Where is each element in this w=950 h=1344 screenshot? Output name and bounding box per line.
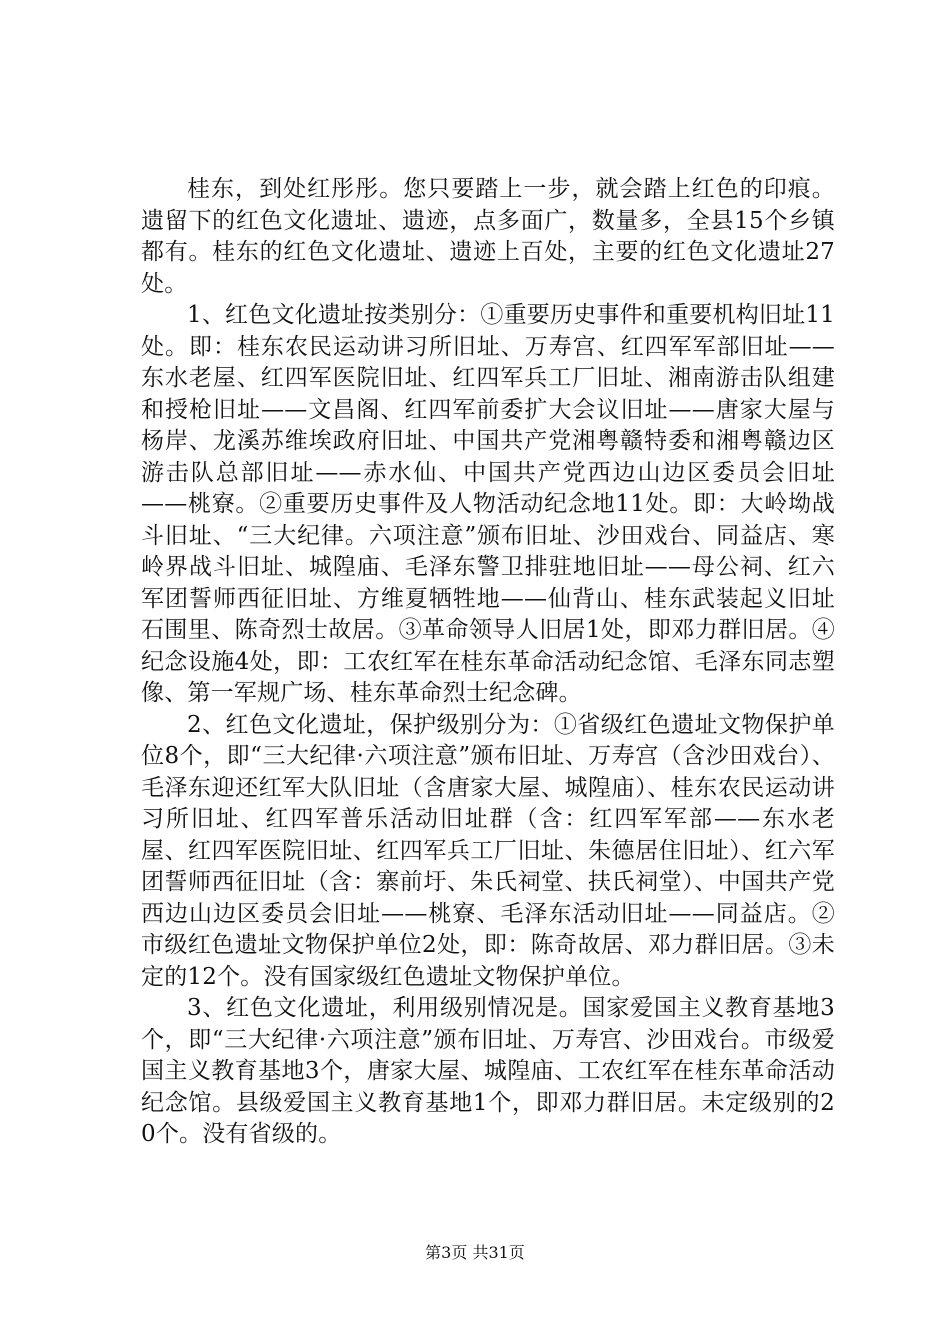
paragraph-classification: 1、红色文化遗址按类别分：①重要历史事件和重要机构旧址11处。即：桂东农民运动讲习所旧址、万寿宫、红四军军部旧址——东水老屋、红四军医院旧址、红四军兵工厂旧址、湘南游击队组建和授枪旧址——文昌阁、红四军前委扩大会议旧址——唐家大屋与杨岸、龙溪苏维埃政府旧址、中国共产党湘粤赣特委和湘粤赣边区游击队总部旧址——赤水仙、中国共产党西边山边区委员会旧址——桃寮。②重要历史事件及人物活动纪念地11处。即：大岭坳战斗旧址、“三大纪律。六项注意”颁布旧址、沙田戏台、同益店、寒岭界战斗旧址、城隍庙、毛泽东警卫排驻地旧址——母公祠、红六军团誓师西征旧址、方维夏牺牲地——仙背山、桂东武装起义旧址石围里、陈奇烈士故居。③革命领导人旧居1处，即邓力群旧居。④纪念设施4处，即：工农红军在桂东革命活动纪念馆、毛泽东同志塑像、第一军规广场、桂东革命烈士纪念碑。	[141, 302, 835, 706]
paragraph-protection-level: 2、红色文化遗址，保护级别分为：①省级红色遗址文物保护单位8个，即“三大纪律·六项注意”颁布旧址、万寿宫（含沙田戏台）、毛泽东迎还红军大队旧址（含唐家大屋、城隍庙）、桂东农民运动讲习所旧址、红四军普乐活动旧址群（含：红四军军部——东水老屋、红四军医院旧址、红四军兵工厂旧址、朱德居住旧址）、红六军团誓师西征旧址（含：寨前圩、朱氏祠堂、扶氏祠堂）、中国共产党西边山边区委员会旧址——桃寮、毛泽东活动旧址——同益店。②市级红色遗址文物保护单位2处，即：陈奇故居、邓力群旧居。③未定的12个。没有国家级红色遗址文物保护单位。	[141, 711, 835, 990]
document-body	[141, 174, 835, 1151]
page-number-footer: 第3页 共31页	[425, 1243, 525, 1262]
paragraph-utilization-level: 3、红色文化遗址，利用级别情况是。国家爱国主义教育基地3个，即“三大纪律·六项注意”颁布旧址、万寿宫、沙田戏台。市级爱国主义教育基地3个，唐家大屋、城隍庙、工农红军在桂东革命活动纪念馆。县级爱国主义教育基地1个，即邓力群旧居。未定级别的20个。没有省级的。	[141, 995, 835, 1147]
paragraph-intro: 桂东，到处红彤彤。您只要踏上一步，就会踏上红色的印痕。遗留下的红色文化遗址、遗迹，点多面广，数量多，全县15个乡镇都有。桂东的红色文化遗址、遗迹上百处，主要的红色文化遗址27处。	[141, 176, 835, 297]
